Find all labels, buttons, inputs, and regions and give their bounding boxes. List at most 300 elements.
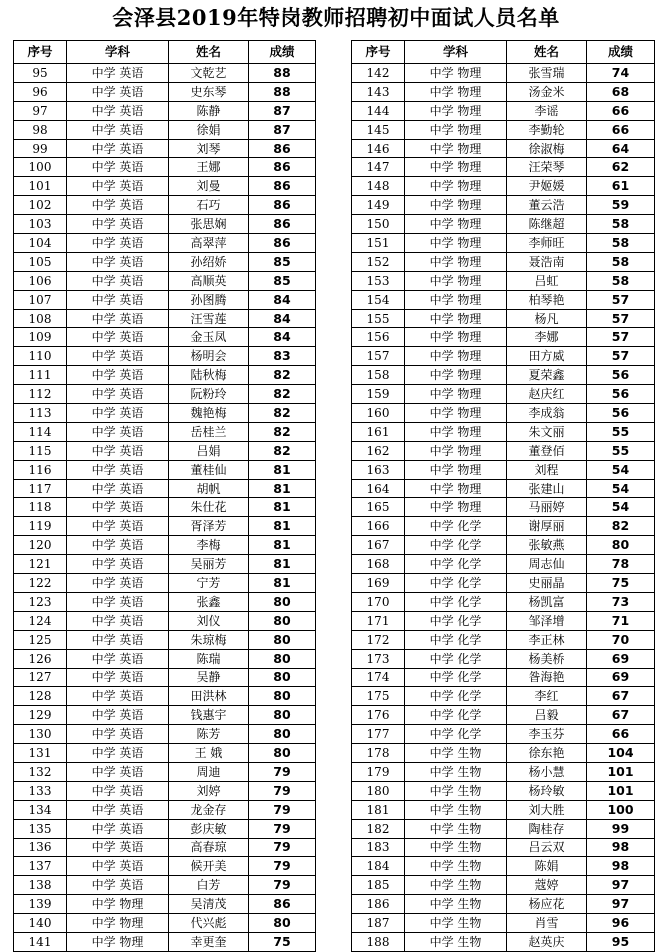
- cell-score: 80: [249, 744, 316, 763]
- cell-subject: 中学 化学: [405, 725, 507, 744]
- cell-subject: 中学 物理: [405, 101, 507, 120]
- cell-name: 赵庆红: [507, 385, 587, 404]
- table-row: [352, 290, 655, 309]
- cell-score: 96: [587, 914, 655, 933]
- cell-score: 57: [587, 309, 655, 328]
- cell-score: 84: [249, 309, 316, 328]
- table-row: [352, 234, 655, 253]
- cell-score: 58: [587, 271, 655, 290]
- cell-name: 柏琴艳: [507, 290, 587, 309]
- cell-subject: 中学 化学: [405, 536, 507, 555]
- cell-subject: 中学 化学: [405, 668, 507, 687]
- cell-seq: 103: [14, 215, 67, 234]
- table-row: [14, 328, 316, 347]
- cell-name: 李勤轮: [507, 120, 587, 139]
- cell-score: 57: [587, 328, 655, 347]
- table-row: [352, 252, 655, 271]
- cell-name: 李玉芬: [507, 725, 587, 744]
- cell-subject: 中学 英语: [67, 271, 169, 290]
- cell-subject: 中学 英语: [67, 479, 169, 498]
- cell-score: 68: [587, 82, 655, 101]
- table-row: [14, 366, 316, 385]
- table-row: [14, 82, 316, 101]
- cell-score: 83: [249, 347, 316, 366]
- cell-name: 刘程: [507, 460, 587, 479]
- cell-subject: 中学 化学: [405, 555, 507, 574]
- cell-score: 84: [249, 328, 316, 347]
- cell-name: 陆秋梅: [169, 366, 249, 385]
- cell-subject: 中学 生物: [405, 781, 507, 800]
- cell-name: 王 娥: [169, 744, 249, 763]
- cell-subject: 中学 英语: [67, 460, 169, 479]
- cell-score: 80: [249, 706, 316, 725]
- cell-name: 聂浩南: [507, 252, 587, 271]
- cell-subject: 中学 物理: [405, 120, 507, 139]
- cell-score: 79: [249, 857, 316, 876]
- cell-name: 马丽婷: [507, 498, 587, 517]
- cell-subject: 中学 化学: [405, 611, 507, 630]
- cell-subject: 中学 物理: [405, 82, 507, 101]
- cell-subject: 中学 化学: [405, 706, 507, 725]
- table-row: [14, 215, 316, 234]
- cell-subject: 中学 物理: [405, 196, 507, 215]
- cell-name: 朱文丽: [507, 422, 587, 441]
- roster-table-right: [351, 40, 655, 952]
- cell-seq: 167: [352, 536, 405, 555]
- cell-score: 70: [587, 630, 655, 649]
- cell-seq: 177: [352, 725, 405, 744]
- cell-name: 陶桂存: [507, 819, 587, 838]
- cell-name: 刘仪: [169, 611, 249, 630]
- cell-name: 钱惠宇: [169, 706, 249, 725]
- cell-name: 蔻婷: [507, 876, 587, 895]
- cell-score: 100: [587, 800, 655, 819]
- table-row: [14, 234, 316, 253]
- cell-seq: 119: [14, 517, 67, 536]
- cell-name: 史东琴: [169, 82, 249, 101]
- cell-name: 候开美: [169, 857, 249, 876]
- table-row: [14, 101, 316, 120]
- cell-subject: 中学 英语: [67, 215, 169, 234]
- table-row: [352, 328, 655, 347]
- table-row: [14, 706, 316, 725]
- cell-subject: 中学 英语: [67, 838, 169, 857]
- cell-score: 86: [249, 158, 316, 177]
- cell-name: 尹姬媛: [507, 177, 587, 196]
- cell-subject: 中学 英语: [67, 328, 169, 347]
- cell-name: 杨玲敏: [507, 781, 587, 800]
- cell-seq: 112: [14, 385, 67, 404]
- cell-name: 杨小慧: [507, 762, 587, 781]
- cell-seq: 120: [14, 536, 67, 555]
- table-row: [14, 309, 316, 328]
- cell-score: 66: [587, 725, 655, 744]
- cell-subject: 中学 化学: [405, 517, 507, 536]
- table-row: [352, 706, 655, 725]
- cell-score: 54: [587, 498, 655, 517]
- cell-subject: 中学 物理: [405, 366, 507, 385]
- cell-name: 代兴彪: [169, 914, 249, 933]
- cell-name: 王娜: [169, 158, 249, 177]
- table-row: [14, 158, 316, 177]
- cell-score: 80: [249, 592, 316, 611]
- cell-subject: 中学 化学: [405, 687, 507, 706]
- table-row: [14, 422, 316, 441]
- cell-subject: 中学 物理: [405, 139, 507, 158]
- cell-name: 吴丽芳: [169, 555, 249, 574]
- cell-score: 81: [249, 555, 316, 574]
- cell-subject: 中学 英语: [67, 574, 169, 593]
- cell-score: 86: [249, 215, 316, 234]
- cell-seq: 154: [352, 290, 405, 309]
- cell-seq: 111: [14, 366, 67, 385]
- table-row: [352, 82, 655, 101]
- cell-name: 吕云双: [507, 838, 587, 857]
- table-row: [14, 498, 316, 517]
- cell-subject: 中学 英语: [67, 498, 169, 517]
- table-row: [352, 215, 655, 234]
- cell-name: 李谣: [507, 101, 587, 120]
- cell-score: 78: [587, 555, 655, 574]
- table-row: [14, 64, 316, 83]
- table-row: [14, 611, 316, 630]
- table-row: [352, 347, 655, 366]
- cell-name: 张雪瑞: [507, 64, 587, 83]
- table-row: [14, 574, 316, 593]
- cell-subject: 中学 物理: [405, 252, 507, 271]
- cell-seq: 139: [14, 895, 67, 914]
- table-row: [352, 687, 655, 706]
- cell-seq: 153: [352, 271, 405, 290]
- cell-score: 69: [587, 668, 655, 687]
- cell-subject: 中学 物理: [405, 498, 507, 517]
- cell-name: 徐东艳: [507, 744, 587, 763]
- cell-score: 82: [587, 517, 655, 536]
- cell-subject: 中学 生物: [405, 857, 507, 876]
- table-row: [352, 781, 655, 800]
- cell-seq: 95: [14, 64, 67, 83]
- cell-name: 胥泽芳: [169, 517, 249, 536]
- cell-subject: 中学 化学: [405, 592, 507, 611]
- cell-name: 张思娴: [169, 215, 249, 234]
- cell-score: 79: [249, 800, 316, 819]
- table-row: [352, 385, 655, 404]
- table-row: [14, 781, 316, 800]
- cell-seq: 110: [14, 347, 67, 366]
- cell-seq: 170: [352, 592, 405, 611]
- table-row: [352, 460, 655, 479]
- cell-seq: 123: [14, 592, 67, 611]
- cell-score: 86: [249, 196, 316, 215]
- cell-score: 88: [249, 64, 316, 83]
- cell-subject: 中学 英语: [67, 517, 169, 536]
- cell-subject: 中学 物理: [405, 309, 507, 328]
- table-row: [14, 649, 316, 668]
- cell-score: 59: [587, 196, 655, 215]
- cell-subject: 中学 英语: [67, 611, 169, 630]
- table-row: [352, 725, 655, 744]
- cell-seq: 125: [14, 630, 67, 649]
- cell-name: 金玉凤: [169, 328, 249, 347]
- cell-score: 82: [249, 404, 316, 423]
- cell-score: 98: [587, 857, 655, 876]
- cell-name: 陈瑞: [169, 649, 249, 668]
- cell-subject: 中学 英语: [67, 536, 169, 555]
- cell-seq: 114: [14, 422, 67, 441]
- cell-subject: 中学 英语: [67, 687, 169, 706]
- cell-seq: 149: [352, 196, 405, 215]
- cell-seq: 135: [14, 819, 67, 838]
- cell-name: 张敏燕: [507, 536, 587, 555]
- table-row: [14, 914, 316, 933]
- cell-name: 刘婷: [169, 781, 249, 800]
- cell-subject: 中学 物理: [405, 328, 507, 347]
- cell-subject: 中学 英语: [67, 234, 169, 253]
- cell-score: 82: [249, 422, 316, 441]
- cell-subject: 中学 物理: [67, 895, 169, 914]
- cell-score: 81: [249, 479, 316, 498]
- cell-subject: 中学 物理: [67, 914, 169, 933]
- cell-seq: 186: [352, 895, 405, 914]
- cell-seq: 117: [14, 479, 67, 498]
- cell-name: 周志仙: [507, 555, 587, 574]
- cell-subject: 中学 生物: [405, 838, 507, 857]
- cell-subject: 中学 英语: [67, 857, 169, 876]
- header-row: [352, 41, 655, 64]
- cell-seq: 151: [352, 234, 405, 253]
- cell-seq: 99: [14, 139, 67, 158]
- cell-score: 98: [587, 838, 655, 857]
- cell-name: 李娜: [507, 328, 587, 347]
- table-row: [352, 574, 655, 593]
- table-row: [352, 517, 655, 536]
- cell-subject: 中学 英语: [67, 82, 169, 101]
- cell-subject: 中学 物理: [405, 290, 507, 309]
- cell-subject: 中学 英语: [67, 668, 169, 687]
- cell-subject: 中学 生物: [405, 914, 507, 933]
- table-row: [352, 932, 655, 951]
- cell-name: 张鑫: [169, 592, 249, 611]
- cell-name: 幸更奎: [169, 932, 249, 951]
- cell-name: 白芳: [169, 876, 249, 895]
- cell-seq: 104: [14, 234, 67, 253]
- table-row: [352, 422, 655, 441]
- cell-score: 62: [587, 158, 655, 177]
- cell-name: 李成翁: [507, 404, 587, 423]
- table-row: [352, 592, 655, 611]
- cell-seq: 132: [14, 762, 67, 781]
- cell-subject: 中学 物理: [405, 479, 507, 498]
- cell-name: 朱仕花: [169, 498, 249, 517]
- cell-score: 82: [249, 366, 316, 385]
- cell-score: 80: [249, 649, 316, 668]
- cell-subject: 中学 物理: [405, 177, 507, 196]
- cell-name: 昝海艳: [507, 668, 587, 687]
- cell-score: 54: [587, 460, 655, 479]
- cell-seq: 143: [352, 82, 405, 101]
- cell-score: 85: [249, 271, 316, 290]
- cell-seq: 182: [352, 819, 405, 838]
- cell-subject: 中学 英语: [67, 555, 169, 574]
- cell-name: 赵英庆: [507, 932, 587, 951]
- cell-subject: 中学 物理: [405, 234, 507, 253]
- cell-score: 57: [587, 347, 655, 366]
- cell-subject: 中学 英语: [67, 366, 169, 385]
- table-row: [352, 800, 655, 819]
- roster-table-left: [13, 40, 316, 952]
- cell-seq: 165: [352, 498, 405, 517]
- cell-score: 81: [249, 574, 316, 593]
- table-row: [14, 460, 316, 479]
- table-row: [14, 120, 316, 139]
- cell-score: 79: [249, 781, 316, 800]
- cell-score: 104: [587, 744, 655, 763]
- cell-seq: 178: [352, 744, 405, 763]
- cell-name: 彭庆敏: [169, 819, 249, 838]
- cell-score: 64: [587, 139, 655, 158]
- cell-name: 刘琴: [169, 139, 249, 158]
- cell-score: 80: [249, 630, 316, 649]
- cell-score: 79: [249, 762, 316, 781]
- cell-name: 吕娟: [169, 441, 249, 460]
- cell-score: 57: [587, 290, 655, 309]
- table-row: [14, 517, 316, 536]
- table-row: [352, 895, 655, 914]
- cell-name: 徐淑梅: [507, 139, 587, 158]
- cell-score: 71: [587, 611, 655, 630]
- cell-name: 徐娟: [169, 120, 249, 139]
- cell-seq: 147: [352, 158, 405, 177]
- cell-score: 54: [587, 479, 655, 498]
- cell-score: 55: [587, 422, 655, 441]
- cell-score: 81: [249, 536, 316, 555]
- cell-score: 86: [249, 895, 316, 914]
- header-score: 成绩: [587, 41, 655, 64]
- cell-subject: 中学 英语: [67, 139, 169, 158]
- cell-subject: 中学 化学: [405, 574, 507, 593]
- table-row: [352, 630, 655, 649]
- table-row: [14, 404, 316, 423]
- cell-name: 孙绍娇: [169, 252, 249, 271]
- table-row: [352, 876, 655, 895]
- cell-score: 75: [587, 574, 655, 593]
- cell-subject: 中学 英语: [67, 196, 169, 215]
- cell-name: 阮粉玲: [169, 385, 249, 404]
- cell-subject: 中学 英语: [67, 64, 169, 83]
- cell-seq: 131: [14, 744, 67, 763]
- cell-name: 夏荣鑫: [507, 366, 587, 385]
- table-row: [14, 536, 316, 555]
- cell-subject: 中学 英语: [67, 630, 169, 649]
- cell-subject: 中学 物理: [405, 441, 507, 460]
- table-row: [14, 725, 316, 744]
- cell-subject: 中学 英语: [67, 177, 169, 196]
- table-row: [14, 838, 316, 857]
- table-row: [352, 366, 655, 385]
- cell-score: 56: [587, 366, 655, 385]
- table-row: [14, 592, 316, 611]
- cell-seq: 184: [352, 857, 405, 876]
- cell-seq: 115: [14, 441, 67, 460]
- cell-subject: 中学 英语: [67, 781, 169, 800]
- cell-score: 85: [249, 252, 316, 271]
- cell-seq: 159: [352, 385, 405, 404]
- table-row: [352, 744, 655, 763]
- cell-seq: 146: [352, 139, 405, 158]
- cell-subject: 中学 英语: [67, 649, 169, 668]
- cell-score: 61: [587, 177, 655, 196]
- cell-seq: 160: [352, 404, 405, 423]
- cell-subject: 中学 英语: [67, 404, 169, 423]
- table-row: [352, 498, 655, 517]
- cell-name: 田方威: [507, 347, 587, 366]
- table-row: [352, 668, 655, 687]
- cell-seq: 107: [14, 290, 67, 309]
- header-seq: 序号: [352, 41, 405, 64]
- cell-score: 55: [587, 441, 655, 460]
- cell-name: 魏艳梅: [169, 404, 249, 423]
- cell-subject: 中学 英语: [67, 385, 169, 404]
- cell-score: 79: [249, 876, 316, 895]
- cell-subject: 中学 生物: [405, 819, 507, 838]
- cell-seq: 150: [352, 215, 405, 234]
- cell-seq: 163: [352, 460, 405, 479]
- cell-name: 孙图腾: [169, 290, 249, 309]
- table-row: [14, 347, 316, 366]
- cell-score: 74: [587, 64, 655, 83]
- cell-score: 81: [249, 517, 316, 536]
- cell-score: 82: [249, 385, 316, 404]
- cell-score: 80: [249, 725, 316, 744]
- cell-subject: 中学 英语: [67, 819, 169, 838]
- cell-subject: 中学 化学: [405, 630, 507, 649]
- cell-subject: 中学 英语: [67, 762, 169, 781]
- cell-seq: 144: [352, 101, 405, 120]
- cell-seq: 122: [14, 574, 67, 593]
- cell-subject: 中学 英语: [67, 441, 169, 460]
- cell-subject: 中学 英语: [67, 158, 169, 177]
- cell-seq: 126: [14, 649, 67, 668]
- table-row: [352, 271, 655, 290]
- cell-name: 陈芳: [169, 725, 249, 744]
- cell-name: 陈静: [169, 101, 249, 120]
- cell-name: 吴静: [169, 668, 249, 687]
- cell-seq: 180: [352, 781, 405, 800]
- cell-subject: 中学 物理: [405, 404, 507, 423]
- cell-seq: 187: [352, 914, 405, 933]
- table-row: [352, 309, 655, 328]
- cell-subject: 中学 物理: [405, 271, 507, 290]
- table-row: [352, 196, 655, 215]
- cell-name: 高春琼: [169, 838, 249, 857]
- cell-seq: 166: [352, 517, 405, 536]
- table-row: [352, 101, 655, 120]
- cell-seq: 164: [352, 479, 405, 498]
- cell-seq: 181: [352, 800, 405, 819]
- cell-score: 82: [249, 441, 316, 460]
- cell-seq: 161: [352, 422, 405, 441]
- table-row: [352, 404, 655, 423]
- header-name: 姓名: [169, 41, 249, 64]
- cell-name: 吕毅: [507, 706, 587, 725]
- cell-name: 谢厚丽: [507, 517, 587, 536]
- cell-seq: 121: [14, 555, 67, 574]
- cell-seq: 171: [352, 611, 405, 630]
- cell-seq: 136: [14, 838, 67, 857]
- table-row: [352, 536, 655, 555]
- table-row: [14, 252, 316, 271]
- cell-name: 田洪林: [169, 687, 249, 706]
